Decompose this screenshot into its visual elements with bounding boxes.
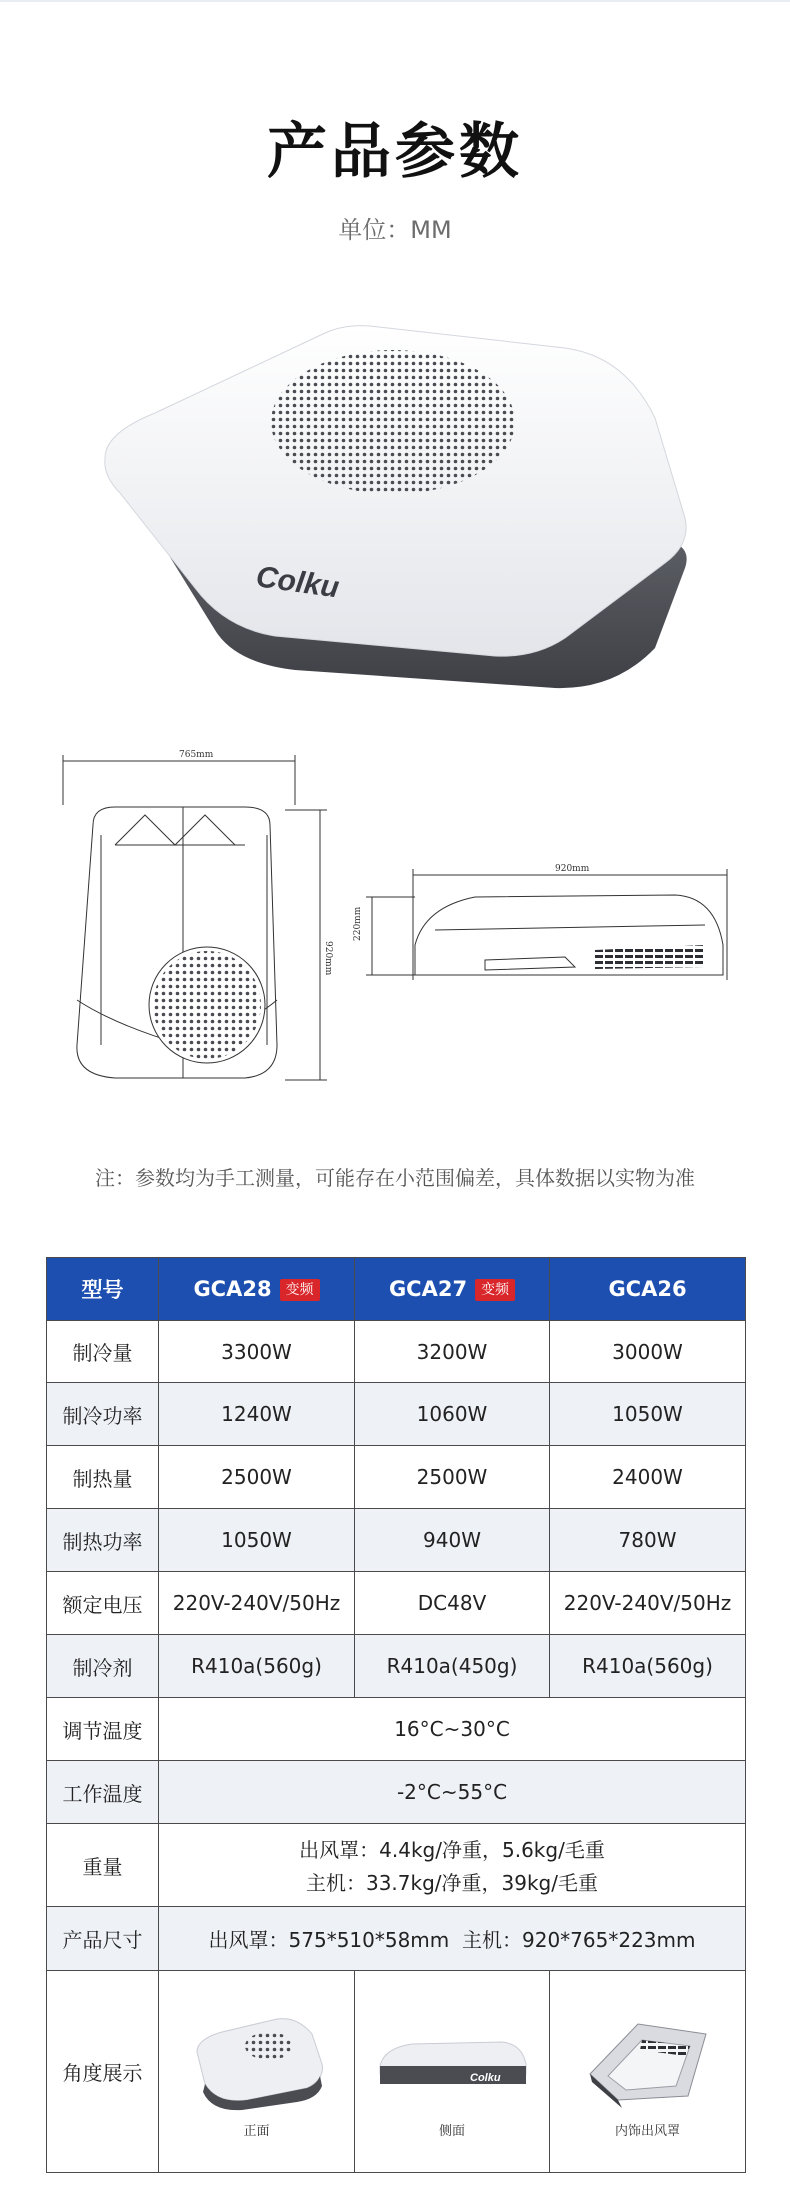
- unit-label: 单位：MM: [338, 216, 452, 244]
- table-cell: 220V-240V/50Hz: [550, 1572, 746, 1635]
- table-cell: 3200W: [355, 1321, 550, 1383]
- table-row: [47, 1971, 746, 2173]
- header-model-gca26: [550, 1258, 746, 1321]
- weight-line-main: 主机：33.7kg/净重，39kg/毛重: [305, 1871, 598, 1895]
- table-cell: 1050W: [550, 1383, 746, 1446]
- table-row: [47, 1446, 746, 1509]
- caption-interior-hood: 内饰出风罩: [614, 2124, 680, 2139]
- table-cell: R410a(560g): [550, 1635, 746, 1698]
- measurement-note: 注：参数均为手工测量，可能存在小范围偏差，具体数据以实物为准: [95, 1166, 695, 1190]
- table-row: [47, 1572, 746, 1635]
- table-cell: 780W: [550, 1509, 746, 1572]
- inverter-badge: 变频: [280, 1279, 320, 1301]
- table-header-row: [47, 1258, 746, 1321]
- model-name: GCA27: [388, 1277, 468, 1301]
- table-cell: R410a(560g): [159, 1635, 355, 1698]
- front-view-image: [187, 2004, 327, 2114]
- side-height-label: 220mm: [353, 906, 363, 941]
- table-cell: 出风罩：575*510*58mm 主机：920*765*223mm: [159, 1907, 746, 1971]
- inverter-badge: 变频: [475, 1279, 515, 1301]
- row-label: 调节温度: [47, 1698, 159, 1761]
- row-label: 重量: [47, 1824, 159, 1907]
- row-label: 制热功率: [47, 1509, 159, 1572]
- row-label: 工作温度: [47, 1761, 159, 1824]
- table-cell: -2°C~55°C: [159, 1761, 746, 1824]
- table-row: [47, 1907, 746, 1971]
- table-cell: 1050W: [159, 1509, 355, 1572]
- table-cell: 940W: [355, 1509, 550, 1572]
- page-title: 产品参数: [267, 117, 523, 187]
- model-name: GCA26: [608, 1277, 687, 1301]
- row-label: 制冷剂: [47, 1635, 159, 1698]
- row-label: 角度展示: [47, 1971, 159, 2173]
- top-divider: [0, 0, 790, 2]
- table-cell: 2500W: [159, 1446, 355, 1509]
- table-cell: R410a(450g): [355, 1635, 550, 1698]
- header-label: 型号: [47, 1258, 159, 1321]
- parameters-table: [46, 1257, 746, 2173]
- product-hero-image: [95, 318, 695, 703]
- caption-side: 侧面: [438, 2124, 465, 2139]
- side-view-logo: Colku: [470, 2072, 501, 2084]
- table-row: [47, 1321, 746, 1383]
- interior-view-cell: [550, 1971, 746, 2173]
- top-width-label: 765mm: [179, 750, 214, 760]
- table-cell: 2400W: [550, 1446, 746, 1509]
- model-name: GCA28: [193, 1277, 272, 1301]
- table-row: [47, 1824, 746, 1907]
- table-cell: DC48V: [355, 1572, 550, 1635]
- table-cell: 220V-240V/50Hz: [159, 1572, 355, 1635]
- front-view-cell: [159, 1971, 355, 2173]
- caption-front: 正面: [243, 2124, 270, 2139]
- table-row: [47, 1635, 746, 1698]
- weight-line-hood: 出风罩：4.4kg/净重，5.6kg/毛重: [299, 1838, 605, 1862]
- side-view-image: [372, 2004, 532, 2114]
- row-label: 产品尺寸: [47, 1907, 159, 1971]
- side-length-label: 920mm: [555, 864, 590, 874]
- top-length-label: 920mm: [323, 941, 333, 976]
- dimension-drawings: [55, 745, 745, 1095]
- interior-hood-image: [578, 2004, 718, 2114]
- table-cell: 1240W: [159, 1383, 355, 1446]
- table-cell: [159, 1824, 746, 1907]
- row-label: 额定电压: [47, 1572, 159, 1635]
- row-label: 制热量: [47, 1446, 159, 1509]
- row-label: 制冷量: [47, 1321, 159, 1383]
- header-model-gca27: [355, 1258, 550, 1321]
- table-cell: 3300W: [159, 1321, 355, 1383]
- table-cell: 3000W: [550, 1321, 746, 1383]
- header-model-gca28: [159, 1258, 355, 1321]
- table-row: [47, 1761, 746, 1824]
- brand-logo: Colku: [254, 560, 342, 605]
- table-row: [47, 1509, 746, 1572]
- row-label: 制冷功率: [47, 1383, 159, 1446]
- table-row: [47, 1383, 746, 1446]
- table-cell: 16°C~30°C: [159, 1698, 746, 1761]
- side-view-cell: [355, 1971, 550, 2173]
- table-cell: 1060W: [355, 1383, 550, 1446]
- table-row: [47, 1698, 746, 1761]
- table-cell: 2500W: [355, 1446, 550, 1509]
